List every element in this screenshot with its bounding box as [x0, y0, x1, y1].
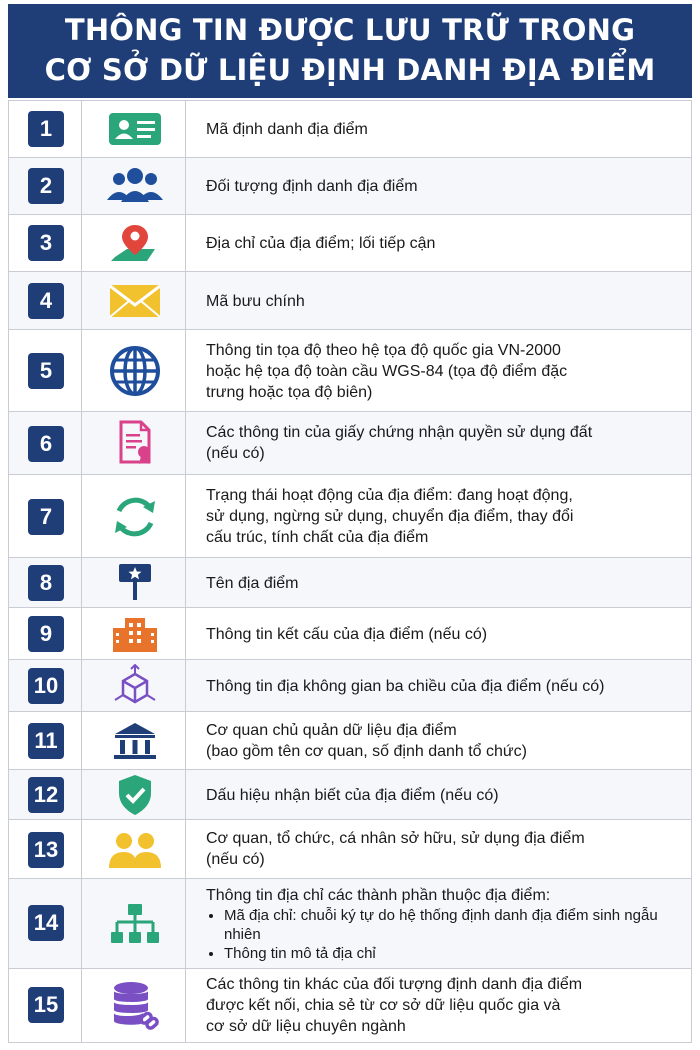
row-text: Địa chỉ của địa điểm; lối tiếp cận: [206, 235, 436, 252]
row-number: 5: [28, 353, 64, 389]
3d-cube-icon: [105, 664, 165, 708]
row-number: 7: [28, 499, 64, 535]
info-table: [8, 100, 692, 1043]
table-row: [9, 158, 691, 215]
table-row: [9, 101, 691, 158]
table-row: [9, 660, 691, 712]
row-text: Tên địa điểm: [206, 575, 299, 592]
map-pin-icon: [105, 221, 165, 265]
table-row: [9, 330, 691, 412]
table-row: [9, 412, 691, 475]
bullet-list: [206, 906, 681, 963]
table-row: [9, 712, 691, 770]
row-number: 12: [28, 777, 64, 813]
row-number: 15: [28, 987, 64, 1023]
row-number: 6: [28, 426, 64, 462]
row-text: Dấu hiệu nhận biết của địa điểm (nếu có): [206, 787, 499, 804]
row-number: 14: [28, 905, 64, 941]
shield-check-icon: [105, 773, 165, 817]
row-text: Cơ quan, tổ chức, cá nhân sở hữu, sử dụng địa điểm (nếu có): [206, 830, 585, 868]
table-row: [9, 820, 691, 879]
row-number: 8: [28, 565, 64, 601]
row-text: Trạng thái hoạt động của địa điểm: đang hoạt động, sử dụng, ngừng sử dụng, chuyển địa điểm, thay đổi cấu trúc, tính chất của địa điểm: [206, 487, 574, 546]
table-row: [9, 272, 691, 330]
row-number: 10: [28, 668, 64, 704]
row-number: 4: [28, 283, 64, 319]
certificate-icon: [105, 421, 165, 465]
building-icon: [105, 612, 165, 656]
row-text: Thông tin địa chỉ các thành phần thuộc địa điểm: • Mã địa chỉ: chuỗi ký tự do hệ thống định danh địa điểm sinh ngẫu nhiên • Thông tin mô tả địa chỉ: [206, 885, 681, 963]
signpost-star-icon: [105, 560, 165, 604]
row-text: Thông tin tọa độ theo hệ tọa độ quốc gia VN-2000 hoặc hệ tọa độ toàn cầu WGS-84 (tọa độ điểm đặc trưng hoặc tọa độ biên): [206, 342, 568, 401]
row-text: Thông tin kết cấu của địa điểm (nếu có): [206, 626, 488, 643]
list-item: • Mã địa chỉ: chuỗi ký tự do hệ thống định danh địa điểm sinh ngẫu nhiên: [224, 906, 681, 944]
hierarchy-icon: [105, 902, 165, 946]
row-text: Các thông tin khác của đối tượng định danh địa điểm được kết nối, chia sẻ từ cơ sở dữ liệu quốc gia và cơ sở dữ liệu chuyên ngành: [206, 976, 583, 1035]
row-text: Cơ quan chủ quản dữ liệu địa điểm (bao gồm tên cơ quan, số định danh tổ chức): [206, 722, 527, 760]
table-row: [9, 475, 691, 558]
row-number: 1: [28, 111, 64, 147]
globe-icon: [105, 345, 165, 397]
row-number: 9: [28, 616, 64, 652]
table-row: [9, 215, 691, 272]
envelope-icon: [105, 279, 165, 323]
table-row: [9, 770, 691, 820]
refresh-cycle-icon: [105, 491, 165, 543]
id-card-icon: [105, 107, 165, 151]
row-number: 3: [28, 225, 64, 261]
row-text: Mã bưu chính: [206, 293, 305, 310]
row-number: 13: [28, 832, 64, 868]
list-item: • Thông tin mô tả địa chỉ: [224, 944, 681, 963]
table-row: [9, 879, 691, 969]
row-text: Thông tin địa không gian ba chiều của địa điểm (nếu có): [206, 678, 605, 695]
title-line-1: THÔNG TIN ĐƯỢC LƯU TRỮ TRONG: [64, 13, 636, 47]
table-row: [9, 969, 691, 1042]
row-text: Mã định danh địa điểm: [206, 121, 368, 138]
row-number: 2: [28, 168, 64, 204]
people-group-icon: [105, 164, 165, 208]
row-text: Các thông tin của giấy chứng nhận quyền sử dụng đất (nếu có): [206, 424, 593, 462]
row-text: Đối tượng định danh địa điểm: [206, 178, 418, 195]
table-row: [9, 558, 691, 608]
row-number: 11: [28, 723, 64, 759]
database-link-icon: [105, 979, 165, 1031]
title-line-2: CƠ SỞ DỮ LIỆU ĐỊNH DANH ĐỊA ĐIỂM: [44, 53, 656, 87]
table-row: [9, 608, 691, 660]
page-title: [8, 4, 692, 98]
two-people-icon: [105, 828, 165, 872]
institution-icon: [105, 719, 165, 763]
